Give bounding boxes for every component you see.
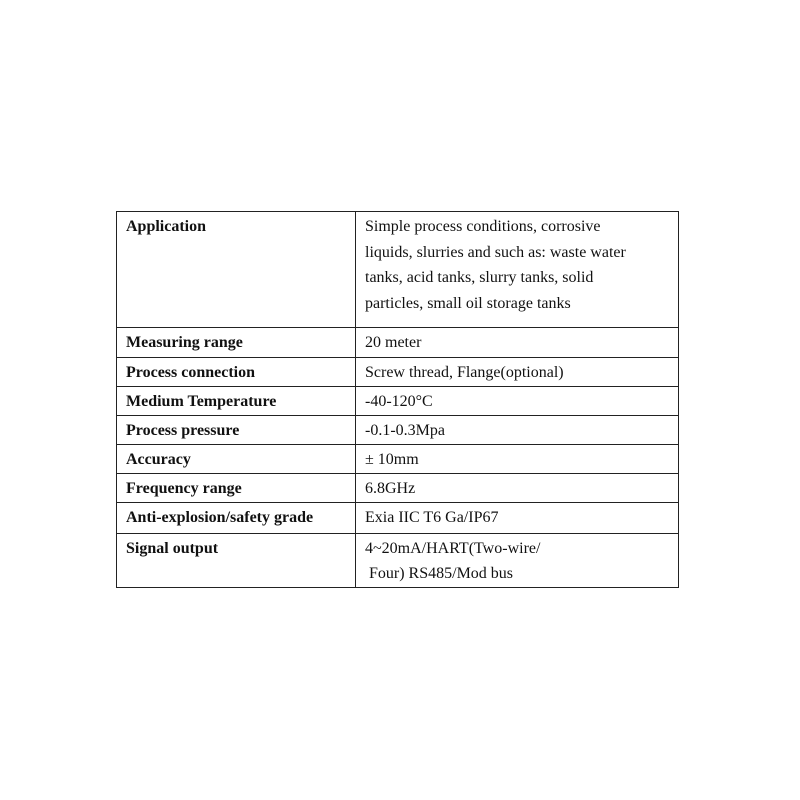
- row-value-process-connection: [356, 358, 679, 387]
- row-value-application: [356, 212, 679, 328]
- row-value-signal-output: [356, 533, 679, 587]
- row-value-measuring-range: [356, 328, 679, 358]
- table-row: [117, 212, 679, 328]
- row-label-process-pressure: Process pressure: [117, 416, 356, 445]
- row-label-application: Application: [117, 212, 356, 328]
- row-label-measuring-range: Measuring range: [117, 328, 356, 358]
- specification-table: [116, 211, 679, 588]
- row-label-medium-temperature: Medium Temperature: [117, 387, 356, 416]
- row-value-process-pressure: [356, 416, 679, 445]
- value-line: liquids, slurries and such as: waste water: [365, 243, 626, 261]
- table-row: [117, 533, 679, 587]
- row-label-process-connection: Process connection: [117, 358, 356, 387]
- row-label-signal-output: Signal output: [117, 533, 356, 587]
- table-row: [117, 358, 679, 387]
- value-line: particles, small oil storage tanks: [365, 294, 571, 312]
- row-value-medium-temperature: [356, 387, 679, 416]
- value-line: tanks, acid tanks, slurry tanks, solid: [365, 269, 594, 286]
- row-label-anti-explosion: Anti-explosion/safety grade: [117, 502, 356, 533]
- value-line: Four) RS485/Mod bus: [369, 565, 514, 582]
- table-row: [117, 328, 679, 358]
- row-value-accuracy: [356, 445, 679, 474]
- value-line: Exia IIC T6 Ga/IP67: [365, 508, 499, 526]
- value-line: -0.1-0.3Mpa: [365, 422, 445, 439]
- value-line: ± 10mm: [365, 451, 419, 468]
- table-row: [117, 416, 679, 445]
- value-line: -40-120°C: [365, 393, 433, 410]
- value-line: Screw thread, Flange(optional): [365, 364, 564, 381]
- row-value-frequency-range: [356, 473, 679, 502]
- value-line: 4~20mA/HART(Two-wire/: [365, 539, 541, 557]
- value-line: 20 meter: [365, 334, 422, 351]
- row-label-accuracy: Accuracy: [117, 445, 356, 474]
- table-row: [117, 387, 679, 416]
- table-row: [117, 473, 679, 502]
- value-line: 6.8GHz: [365, 479, 416, 497]
- table-row: [117, 502, 679, 533]
- row-value-anti-explosion: [356, 502, 679, 533]
- table-row: [117, 445, 679, 474]
- value-line: Simple process conditions, corrosive: [365, 218, 601, 235]
- row-label-frequency-range: Frequency range: [117, 473, 356, 502]
